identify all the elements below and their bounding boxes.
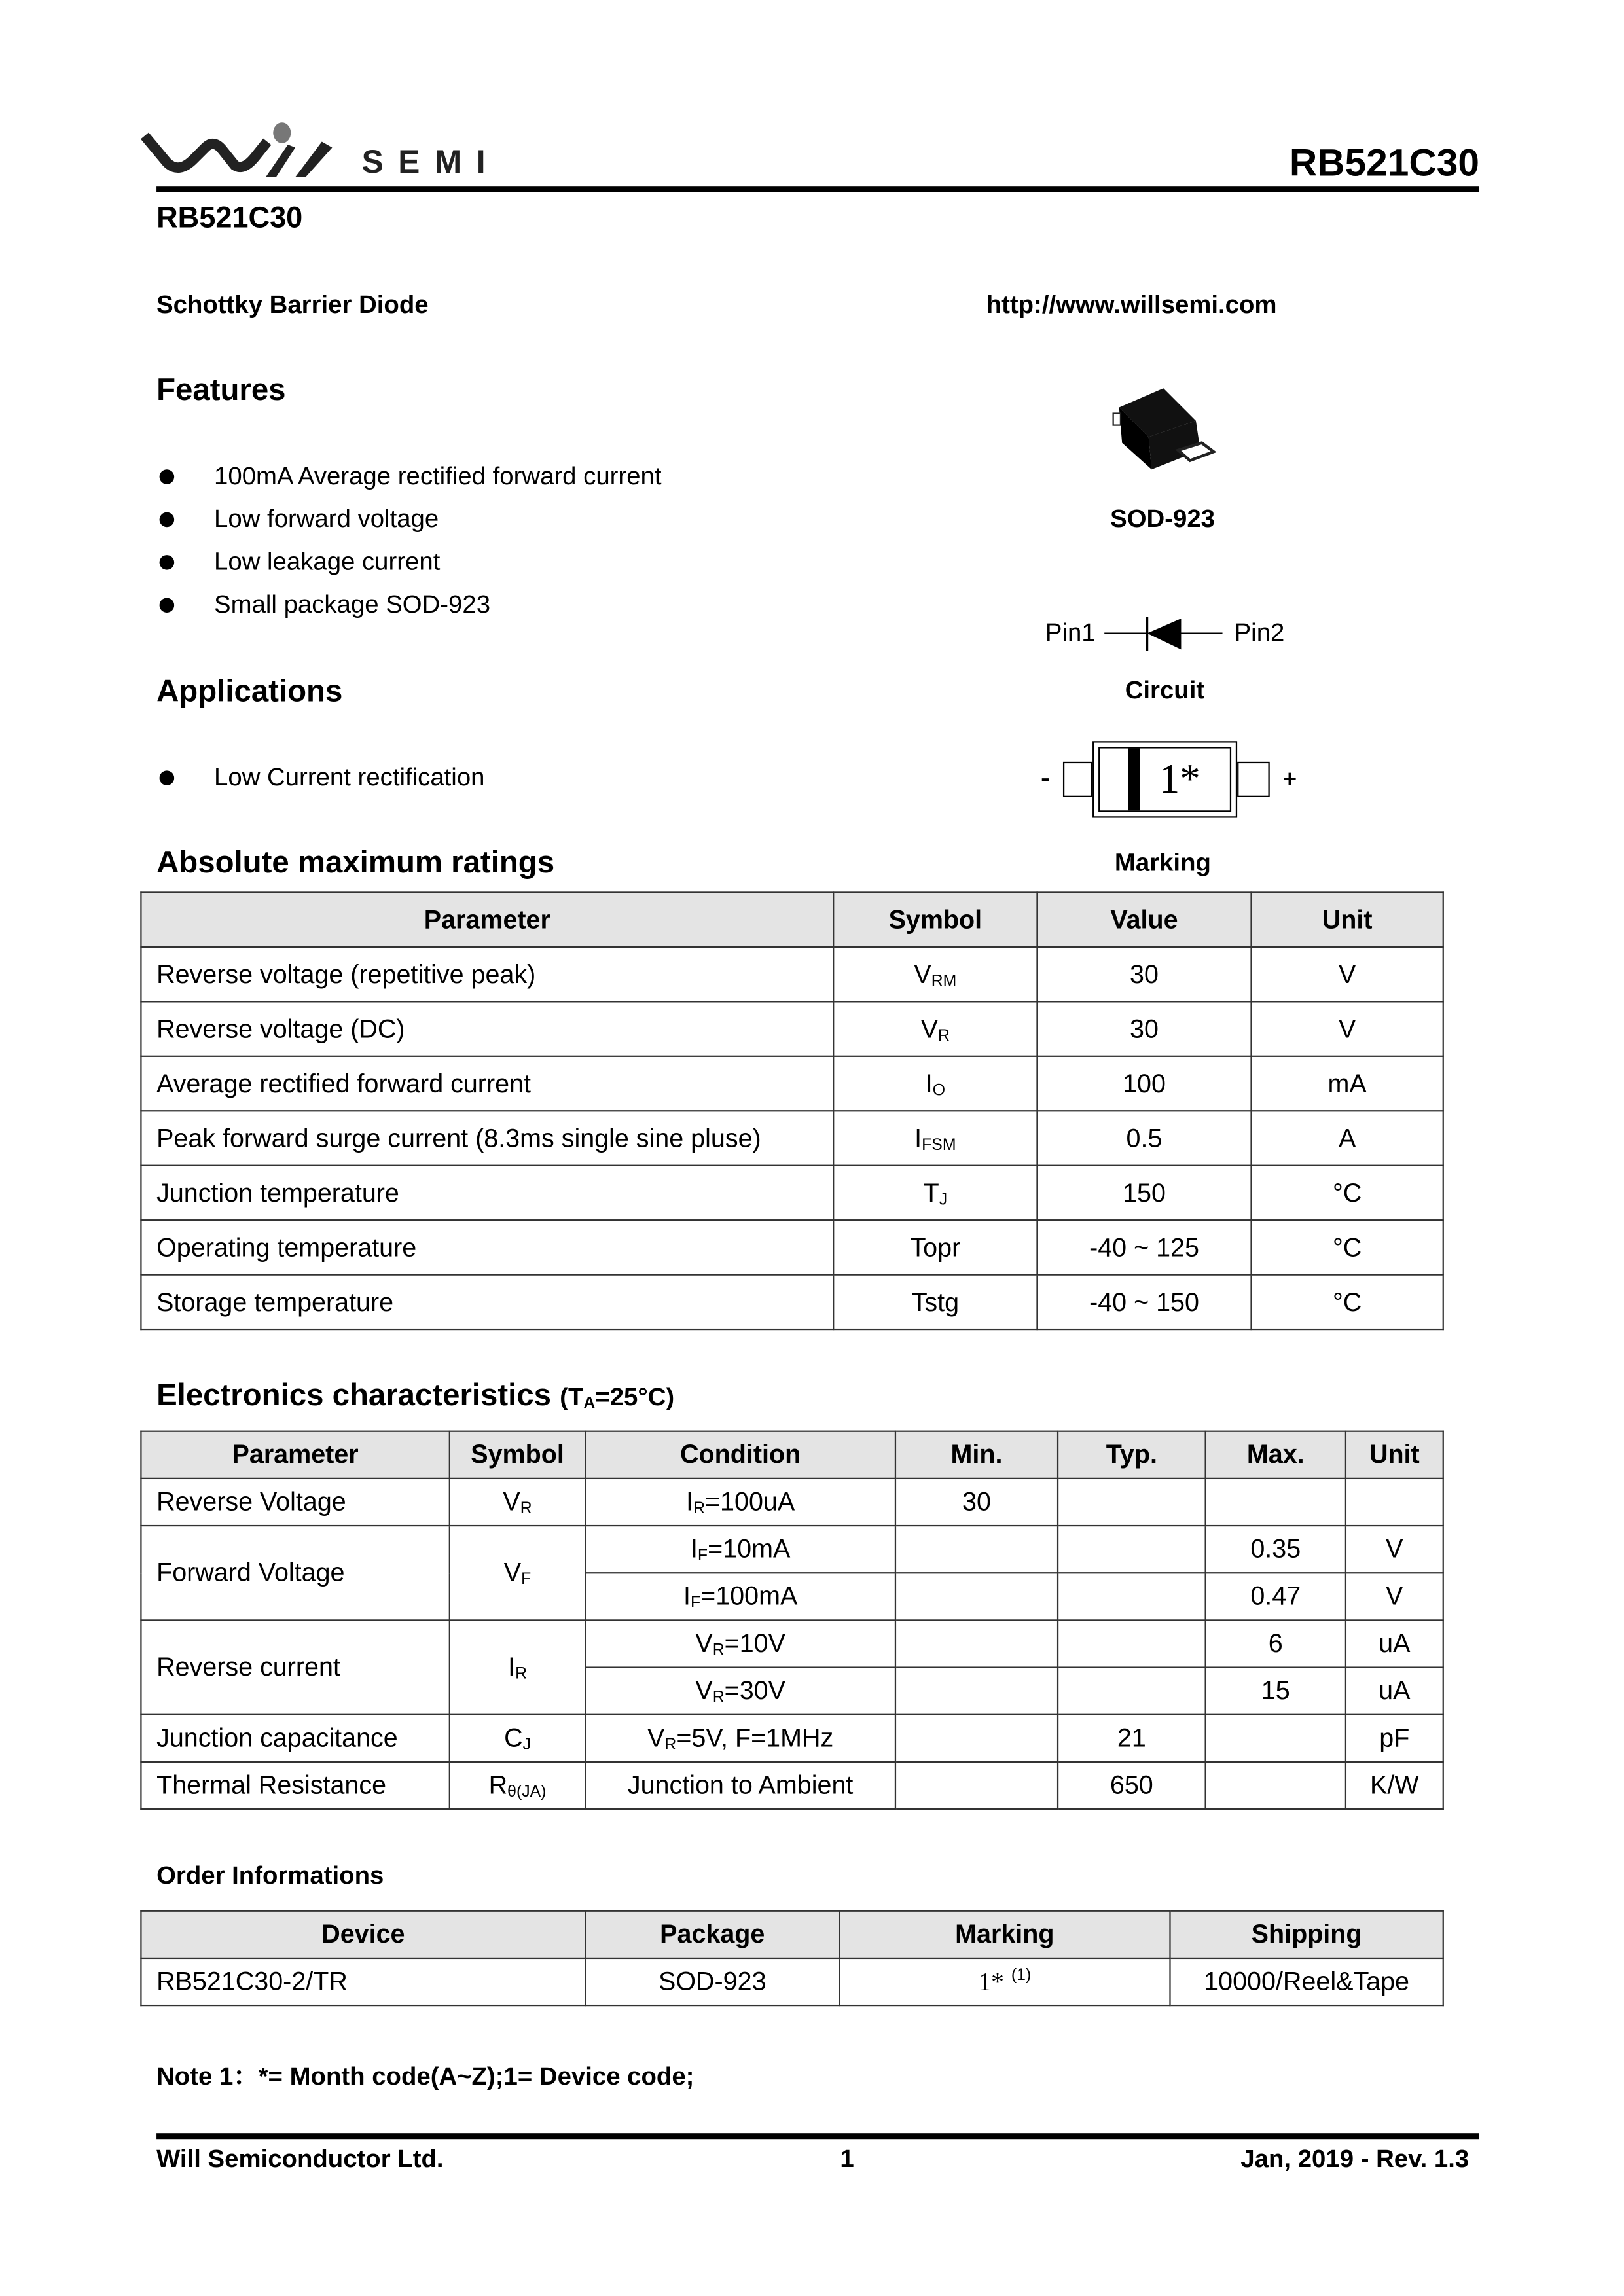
header-cell: Shipping <box>1170 1911 1443 1958</box>
feature-item: Low leakage current <box>214 547 441 576</box>
feature-item: Low forward voltage <box>214 505 439 533</box>
header-cell: Symbol <box>833 892 1037 946</box>
order-heading: Order Informations <box>156 1861 384 1890</box>
parameter-cell: Junction capacitance <box>141 1715 449 1762</box>
value-cell: -40 ~ 150 <box>1037 1275 1251 1329</box>
table-header-row <box>141 1911 1443 1958</box>
typ-cell <box>1058 1573 1206 1620</box>
header-cell: Parameter <box>141 1431 449 1479</box>
symbol-subscript: θ(JA) <box>507 1783 547 1801</box>
symbol-base: I <box>925 1067 933 1098</box>
symbol-subscript: R <box>515 1665 528 1683</box>
marking-label: Marking <box>1114 848 1211 877</box>
sod923-package-image <box>1104 384 1222 472</box>
value-cell: 30 <box>1037 1001 1251 1056</box>
table-header-row <box>141 892 1443 946</box>
min-cell <box>895 1526 1058 1573</box>
header-cell: Max. <box>1206 1431 1346 1479</box>
header-cell: Parameter <box>141 892 833 946</box>
shipping-cell: 10000/Reel&Tape <box>1170 1958 1443 2005</box>
symbol-subscript: J <box>522 1736 531 1754</box>
unit-cell: A <box>1252 1111 1443 1165</box>
page-number: 1 <box>840 2145 854 2174</box>
marking-lead-right <box>1237 762 1270 797</box>
elec-heading <box>156 1379 674 1414</box>
footer-company: Will Semiconductor Ltd. <box>156 2145 444 2174</box>
condition-cell <box>585 1762 895 1809</box>
symbol-subscript: F <box>521 1570 532 1588</box>
abs-max-heading: Absolute maximum ratings <box>156 846 555 880</box>
unit-cell: mA <box>1252 1056 1443 1111</box>
symbol-base: Junction to Ambient <box>627 1770 854 1800</box>
condition-value: =5V, F=1MHz <box>676 1723 834 1753</box>
min-cell: 30 <box>895 1479 1058 1526</box>
max-cell <box>1206 1479 1346 1526</box>
bullet-icon <box>160 770 175 785</box>
logo-semi-text: SEMI <box>361 143 501 181</box>
symbol-subscript: R <box>938 1026 950 1045</box>
symbol-cell <box>833 947 1037 1001</box>
abs-max-table <box>140 891 1444 1330</box>
condition-value: =10mA <box>708 1534 791 1564</box>
symbol-cell <box>450 1479 586 1526</box>
value-cell: -40 ~ 125 <box>1037 1220 1251 1274</box>
symbol-subscript: R <box>693 1499 706 1518</box>
symbol-base: I <box>686 1486 694 1516</box>
table-row <box>141 1166 1443 1220</box>
symbol-base: I <box>508 1651 516 1682</box>
symbol-cell <box>833 1220 1037 1274</box>
header-cell: Min. <box>895 1431 1058 1479</box>
marking-code: 1* <box>978 1966 1004 1996</box>
header-cell: Typ. <box>1058 1431 1206 1479</box>
parameter-cell: Peak forward surge current (8.3ms single sine pluse) <box>141 1111 833 1165</box>
parameter-cell: Reverse voltage (repetitive peak) <box>141 947 833 1001</box>
symbol-subscript: R <box>712 1641 725 1660</box>
marking-lead-left <box>1063 762 1092 797</box>
subtitle: Schottky Barrier Diode <box>156 291 429 319</box>
table-header-row <box>141 1431 1443 1479</box>
symbol-base: I <box>683 1581 691 1611</box>
min-cell <box>895 1573 1058 1620</box>
website-link[interactable]: http://www.willsemi.com <box>986 291 1277 319</box>
condition-value: =30V <box>724 1675 785 1706</box>
header-cell: Unit <box>1252 892 1443 946</box>
parameter-cell: Forward Voltage <box>141 1526 449 1620</box>
symbol-base: V <box>920 1013 939 1043</box>
symbol-base: V <box>914 958 931 989</box>
table-row <box>141 1056 1443 1111</box>
symbol-subscript: O <box>932 1081 946 1100</box>
marking-cell <box>839 1958 1170 2005</box>
condition-cell <box>585 1668 895 1715</box>
symbol-base: T <box>923 1177 939 1207</box>
symbol-base: R <box>488 1770 508 1800</box>
features-heading: Features <box>156 373 286 408</box>
value-cell: 100 <box>1037 1056 1251 1111</box>
symbol-base: V <box>647 1723 665 1753</box>
header-cell: Value <box>1037 892 1251 946</box>
elec-table <box>140 1431 1444 1810</box>
min-cell <box>895 1762 1058 1809</box>
condition-cell <box>585 1715 895 1762</box>
parameter-cell: Junction temperature <box>141 1166 833 1220</box>
symbol-subscript: R <box>520 1499 532 1518</box>
marking-code: 1* <box>1159 757 1200 803</box>
circuit-label: Circuit <box>1125 676 1205 704</box>
condition-cell <box>585 1573 895 1620</box>
min-cell <box>895 1715 1058 1762</box>
parameter-cell: Reverse current <box>141 1620 449 1714</box>
symbol-cell <box>833 1001 1037 1056</box>
header-cell: Device <box>141 1911 585 1958</box>
condition-cell <box>585 1526 895 1573</box>
symbol-cell <box>450 1715 586 1762</box>
max-cell <box>1206 1762 1346 1809</box>
parameter-cell: Reverse voltage (DC) <box>141 1001 833 1056</box>
u-cell: V <box>1346 1526 1443 1573</box>
table-row <box>141 1620 1443 1667</box>
table-row <box>141 1001 1443 1056</box>
elec-heading-text: Electronics characteristics <box>156 1378 552 1413</box>
unit-cell: °C <box>1252 1166 1443 1220</box>
footer-rule <box>156 2133 1479 2139</box>
table-row <box>141 1715 1443 1762</box>
order-table <box>140 1910 1444 2007</box>
u-cell: uA <box>1346 1668 1443 1715</box>
marking-body <box>1092 741 1237 817</box>
max-cell: 6 <box>1206 1620 1346 1667</box>
cathode-band <box>1128 749 1140 811</box>
unit-cell: °C <box>1252 1220 1443 1274</box>
condition-cell <box>585 1620 895 1667</box>
symbol-base: V <box>695 1675 713 1706</box>
typ-cell <box>1058 1620 1206 1667</box>
feature-item: 100mA Average rectified forward current <box>214 461 662 490</box>
header-part-number: RB521C30 <box>1289 140 1480 185</box>
typ-cell <box>1058 1479 1206 1526</box>
table-row <box>141 1111 1443 1165</box>
min-cell <box>895 1620 1058 1667</box>
symbol-subscript: R <box>712 1689 725 1707</box>
symbol-cell <box>833 1056 1037 1111</box>
condition-value: =10V <box>724 1628 785 1658</box>
symbol-base: C <box>504 1723 523 1753</box>
symbol-subscript: RM <box>931 972 957 990</box>
condition-cell <box>585 1479 895 1526</box>
symbol-subscript: J <box>939 1191 948 1209</box>
symbol-subscript: F <box>690 1594 701 1613</box>
table-row <box>141 1220 1443 1274</box>
symbol-base: V <box>503 1557 522 1587</box>
min-cell <box>895 1668 1058 1715</box>
typ-cell <box>1058 1668 1206 1715</box>
header-rule <box>156 186 1479 192</box>
pin2-label: Pin2 <box>1234 619 1285 647</box>
symbol-subscript: FSM <box>922 1136 956 1154</box>
bullet-icon <box>160 555 175 570</box>
u-cell: K/W <box>1346 1762 1443 1809</box>
diode-symbol-icon <box>1104 616 1225 655</box>
elec-condition <box>560 1383 674 1411</box>
typ-cell <box>1058 1526 1206 1573</box>
symbol-cell <box>450 1620 586 1714</box>
package-label: SOD-923 <box>1110 505 1215 533</box>
u-cell: V <box>1346 1573 1443 1620</box>
package-cell: SOD-923 <box>585 1958 839 2005</box>
symbol-subscript: R <box>664 1736 677 1754</box>
symbol-base: Topr <box>910 1232 961 1262</box>
typ-cell: 650 <box>1058 1762 1206 1809</box>
application-item: Low Current rectification <box>214 763 485 791</box>
symbol-cell <box>833 1166 1037 1220</box>
table-row <box>141 1762 1443 1809</box>
symbol-cell <box>833 1275 1037 1329</box>
marking-minus: - <box>1041 763 1050 793</box>
cond-post: =25°C) <box>595 1383 675 1412</box>
header-cell: Unit <box>1346 1431 1443 1479</box>
table-row <box>141 1526 1443 1573</box>
symbol-cell <box>450 1526 586 1620</box>
table-row <box>141 1958 1443 2005</box>
unit-cell: V <box>1252 1001 1443 1056</box>
pin1-label: Pin1 <box>1045 619 1096 647</box>
unit-cell: °C <box>1252 1275 1443 1329</box>
max-cell: 0.35 <box>1206 1526 1346 1573</box>
header-cell: Marking <box>839 1911 1170 1958</box>
symbol-cell <box>833 1111 1037 1165</box>
header-cell: Condition <box>585 1431 895 1479</box>
applications-heading: Applications <box>156 674 343 709</box>
table-row <box>141 1275 1443 1329</box>
max-cell: 15 <box>1206 1668 1346 1715</box>
bullet-icon <box>160 512 175 528</box>
cond-pre: (T <box>560 1383 584 1412</box>
symbol-base: V <box>695 1628 713 1658</box>
footer-date: Jan, 2019 - Rev. 1.3 <box>1240 2145 1470 2174</box>
symbol-subscript: F <box>697 1547 708 1565</box>
parameter-cell: Storage temperature <box>141 1275 833 1329</box>
cond-sub: A <box>583 1395 596 1413</box>
bullet-icon <box>160 469 175 484</box>
note: Note 1：*= Month code(A~Z);1= Device code; <box>156 2062 695 2090</box>
symbol-base: V <box>503 1486 520 1516</box>
note-ref: (1) <box>1011 1966 1032 1984</box>
parameter-cell: Average rectified forward current <box>141 1056 833 1111</box>
max-cell: 0.47 <box>1206 1573 1346 1620</box>
header-cell: Package <box>585 1911 839 1958</box>
table-row <box>141 1479 1443 1526</box>
symbol-base: Tstg <box>911 1286 960 1316</box>
u-cell: uA <box>1346 1620 1443 1667</box>
marking-plus: + <box>1283 767 1297 793</box>
typ-cell: 21 <box>1058 1715 1206 1762</box>
parameter-cell: Reverse Voltage <box>141 1479 449 1526</box>
header-cell: Symbol <box>450 1431 586 1479</box>
page-title: RB521C30 <box>156 202 303 235</box>
condition-value: =100uA <box>705 1486 795 1516</box>
parameter-cell: Thermal Resistance <box>141 1762 449 1809</box>
max-cell <box>1206 1715 1346 1762</box>
symbol-cell <box>450 1762 586 1809</box>
table-row <box>141 947 1443 1001</box>
unit-cell: V <box>1252 947 1443 1001</box>
device-cell: RB521C30-2/TR <box>141 1958 585 2005</box>
feature-item: Small package SOD-923 <box>214 590 491 619</box>
u-cell: pF <box>1346 1715 1443 1762</box>
condition-value: =100mA <box>700 1581 798 1611</box>
value-cell: 30 <box>1037 947 1251 1001</box>
value-cell: 0.5 <box>1037 1111 1251 1165</box>
bullet-icon <box>160 598 175 613</box>
u-cell <box>1346 1479 1443 1526</box>
symbol-base: I <box>690 1534 698 1564</box>
willsemi-logo <box>140 118 339 180</box>
parameter-cell: Operating temperature <box>141 1220 833 1274</box>
value-cell: 150 <box>1037 1166 1251 1220</box>
symbol-base: I <box>914 1122 922 1153</box>
